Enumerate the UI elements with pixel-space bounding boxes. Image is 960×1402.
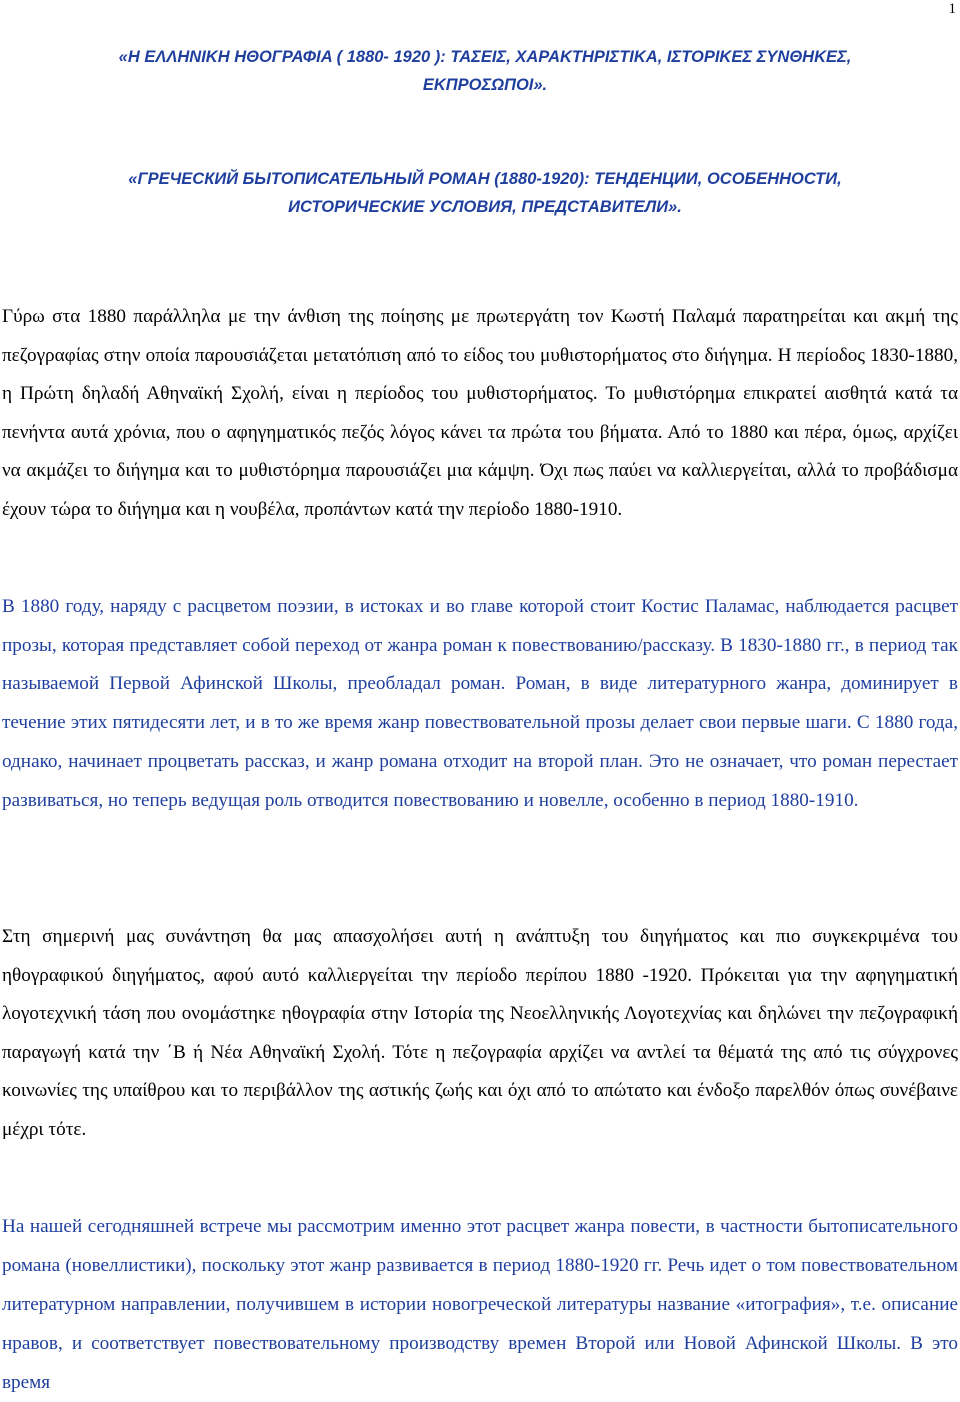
greek-title: «Η ΕΛΛΗΝΙΚΗ ΗΘΟΓΡΑΦΙΑ ( 1880- 1920 ): ΤΑΣΕΙΣ, ΧΑΡΑΚΤΗΡΙΣΤΙΚΑ, ΙΣΤΟΡΙΚΕΣ ΣΥΝΘΗΚΕΣ, ΕΚΠΡΟΣΩΠΟΙ». — [118, 48, 852, 94]
russian-title: «ГРЕЧЕСКИЙ БЫТОПИСАТЕЛЬНЫЙ РОМАН (1880-1920): ТЕНДЕНЦИИ, ОСОБЕННОСТИ, ИСТОРИЧЕСКИЕ УСЛОВИЯ, ПРЕДСТАВИТЕЛИ». — [128, 170, 842, 216]
russian-paragraph-1: В 1880 году, наряду с расцветом поэзии, в истоках и во главе которой стоит Костис Паламас, наблюдается расцвет прозы, которая представляет собой переход от жанра роман к повествованию/рассказу. В 1830-1880 гг., в период так называемой Первой Афинской Школы, преобладал роман. Роман, в виде литературного жанра, доминирует в течение этих пятидесяти лет, и в то же время жанр повествовательной прозы делает свои первые шаги. С 1880 года, однако, начинает процветать рассказ, и жанр романа отходит на второй план. Это не означает, что роман перестает развиваться, но теперь ведущая роль отводится повествованию и новелле, особенно в период 1880-1910. — [2, 596, 958, 811]
greek-paragraph-1: Γύρω στα 1880 παράλληλα με την άνθιση της ποίησης με πρωτεργάτη τον Κωστή Παλαμά παρατηρείται και ακμή της πεζογραφίας στην οποία παρουσιάζεται μετατόπιση από το είδος του μυθιστορήματος στο διήγημα. Η περίοδος 1830-1880, η Πρώτη δηλαδή Αθηναϊκή Σχολή, είναι η περίοδος του μυθιστορήματος. Το μυθιστόρημα επικρατεί αισθητά κατά τα πενήντα αυτά χρόνια, που ο αφηγηματικός πεζός λόγος κάνει τα πρώτα του βήματα. Από το 1880 και πέρα, όμως, αρχίζει να ακμάζει το διήγημα και το μυθιστόρημα παρουσιάζει μια κάμψη. Όχι πως παύει να καλλιεργείται, αλλά το προβάδισμα έχουν τώρα το διήγημα και η νουβέλα, προπάντων κατά την περίοδο 1880-1910. — [2, 306, 958, 520]
russian-paragraph-2: На нашей сегодняшней встрече мы рассмотрим именно этот расцвет жанра повести, в частности бытописательного романа (новеллистики), поскольку этот жанр развивается в период 1880-1920 гг. Речь идет о том повествовательном литературном направлении, получившем в истории новогреческой литературы название «итография», т.е. описание нравов, и соответствует повествовательному производству времен Второй или Новой Афинской Школы. В это время — [2, 1216, 958, 1393]
page-number: 1 — [948, 1, 956, 17]
greek-paragraph-2: Στη σημερινή μας συνάντηση θα μας απασχολήσει αυτή η ανάπτυξη του διηγήματος και πιο συγκεκριμένα του ηθογραφικού διηγήματος, αφού αυτό καλλιεργείται την περίοδο περίπου 1880 -1920. Πρόκειται για την αφηγηματική λογοτεχνική τάση που ονομάστηκε ηθογραφία στην Ιστορία της Νεοελληνικής Λογοτεχνίας και δηλώνει την πεζογραφική παραγωγή κατά την ΄Β ή Νέα Αθηναϊκή Σχολή. Τότε η πεζογραφία αρχίζει να αντλεί τα θέματά της από τις σύγχρονες κοινωνίες της υπαίθρου και το περιβάλλον της αστικής ζωής και όχι από το απώτατο και ένδοξο παρελθόν όπως συνέβαινε μέχρι τότε. — [2, 926, 958, 1140]
